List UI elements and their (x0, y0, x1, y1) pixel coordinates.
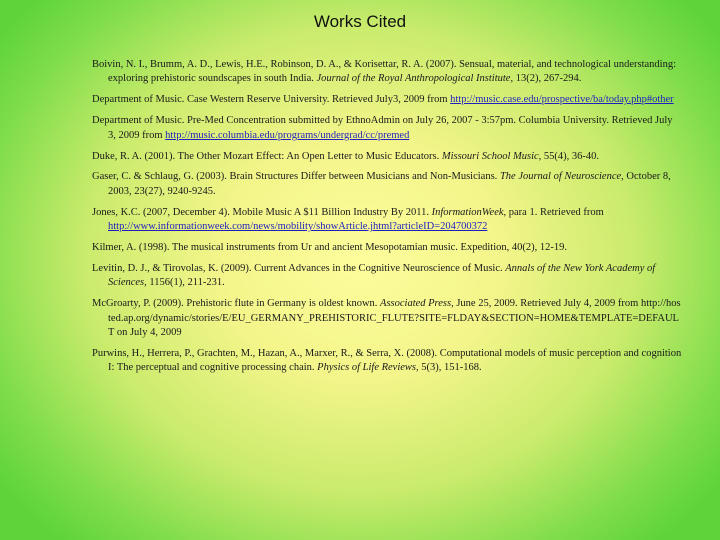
reference-tail: , 1156(1), 211-231. (144, 277, 225, 289)
reference-tail: , 5(3), 151-168. (416, 362, 482, 374)
reference-link[interactable]: http://music.case.edu/prospective/ba/today.php#other (450, 94, 674, 106)
reference-journal: The Journal of Neuroscience (499, 171, 622, 183)
reference-item (92, 297, 682, 340)
reference-item (92, 170, 682, 199)
reference-text: Duke, R. A. (2001). The Other Mozart Effect: An Open Letter to Music Educators. (92, 150, 440, 162)
reference-item (92, 150, 682, 164)
reference-journal: Annals of the New York Academy of Sciences (108, 262, 656, 289)
reference-text: Boivin, N. I., Brumm, A. D., Lewis, H.E., Robinson, D. A., & Korisettar, R. A. (2007). Sensual, material, and technological understanding: exploring prehistoric soundscapes in south India. (92, 59, 677, 85)
reference-text: Department of Music. Pre-Med Concentration submitted by EthnoAdmin on July 26, 2007 - 3:57pm. Columbia University. Retrieved July 3, 2009 from (92, 115, 673, 141)
reference-item (92, 206, 682, 235)
page-title: Works Cited (313, 12, 407, 31)
reference-journal: Associated Press (380, 298, 452, 310)
reference-item (92, 114, 682, 143)
reference-journal: InformationWeek (431, 206, 504, 218)
reference-tail: , October 8, 2003, 23(27), 9240-9245. (108, 171, 671, 197)
reference-tail: , 13(2), 267-294. (510, 73, 582, 85)
reference-text: Gaser, C. & Schlaug, G. (2003). Brain Structures Differ between Musicians and Non-Musicians. (92, 171, 498, 183)
reference-text: Levitin, D. J., & Tirovolas, K. (2009). Current Advances in the Cognitive Neuroscience of Music. (92, 262, 503, 274)
references-list (92, 58, 682, 382)
reference-journal: Journal of the Royal Anthropological Institute (316, 73, 511, 85)
reference-tail: , June 25, 2009. Retrieved July 4, 2009 from (451, 298, 639, 310)
reference-url: http://hosted.ap.org/dynamic/stories/E/EU_GERMANY_PREHISTORIC_FLUTE?SITE=FLDAY&SECTION=HOME&TEMPLATE=DEFAULT on July 4, 2009 (108, 298, 681, 339)
reference-text: Jones, K.C. (2007, December 4). Mobile Music A $11 Billion Industry By 2011. (92, 206, 429, 218)
reference-text: Department of Music. Case Western Reserve University. Retrieved July3, 2009 from (92, 94, 448, 106)
reference-link[interactable]: http://www.informationweek.com/news/mobility/showArticle.jhtml?articleID=204700372 (108, 221, 488, 233)
reference-item (92, 58, 682, 87)
reference-text: Purwins, H., Herrera, P., Grachten, M., Hazan, A., Marxer, R., & Serra, X. (2008). Computational models of music perception and cognition I: The perceptual and cognitive processing chain. (92, 348, 682, 374)
reference-tail: , 55(4), 36-40. (538, 150, 600, 162)
reference-item (92, 347, 682, 376)
reference-link[interactable]: http://music.columbia.edu/programs/undergrad/cc/premed (165, 129, 410, 141)
reference-tail: , para 1. Retrieved from (503, 206, 604, 218)
reference-text: Kilmer, A. (1998). The musical instruments from Ur and ancient Mesopotamian music. Expedition, 40(2), 12-19. (92, 242, 568, 254)
reference-item (92, 241, 682, 255)
reference-item (92, 93, 682, 107)
reference-item (92, 262, 682, 291)
reference-text: McGroarty, P. (2009). Prehistoric flute in Germany is oldest known. (92, 298, 378, 310)
reference-journal: Missouri School Music (441, 150, 539, 162)
reference-journal: Physics of Life Reviews (317, 362, 417, 374)
